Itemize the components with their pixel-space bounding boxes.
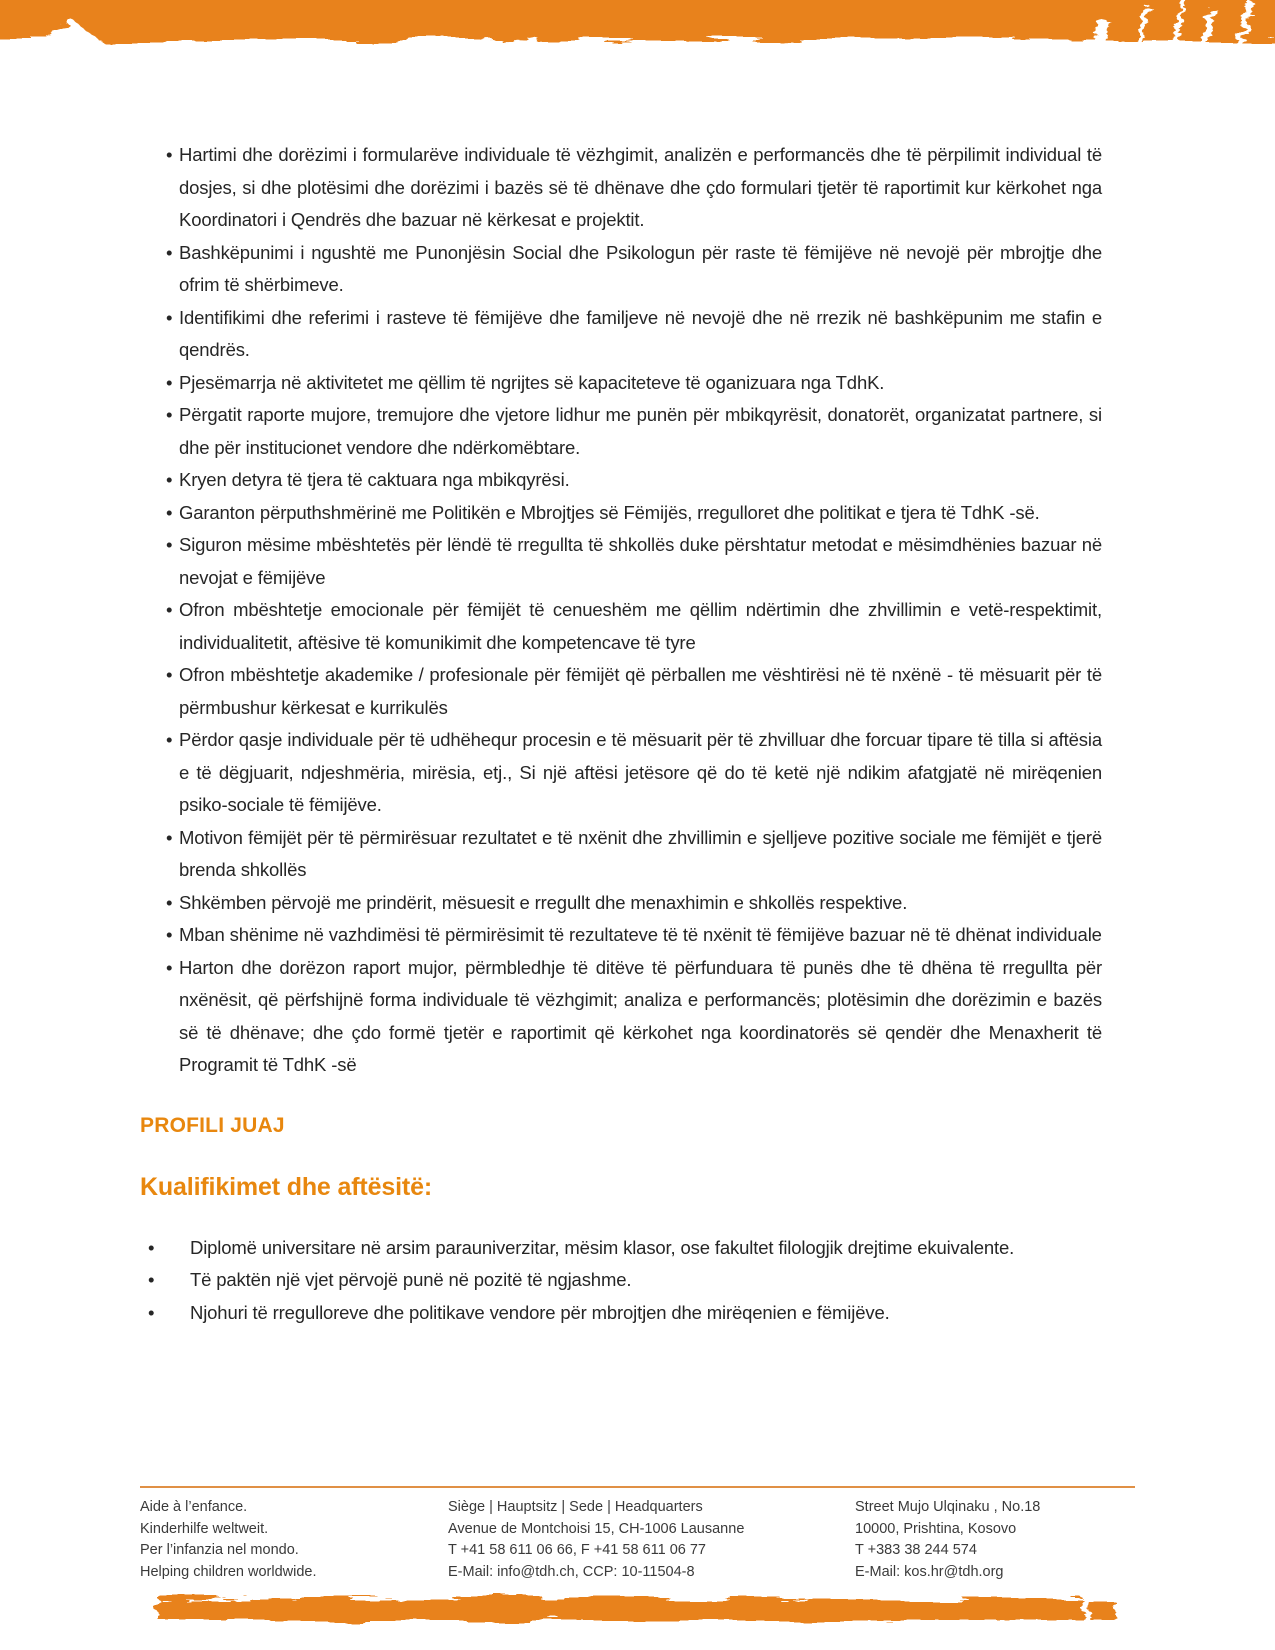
- footer-line: Avenue de Montchoisi 15, CH-1006 Lausanne: [448, 1520, 745, 1537]
- bullet-icon: •: [166, 664, 173, 685]
- list-item: [140, 659, 1102, 724]
- list-item: [140, 367, 1102, 400]
- list-item-text: Garanton përputhshmërinë me Politikën e Mbrojtjes së Fëmijës, rregulloret dhe politikat e tjera të TdhK -së.: [179, 501, 1040, 523]
- list-item-text: Njohuri të rregulloreve dhe politikave vendore për mbrojtjen dhe mirëqenien e fëmijëve.: [190, 1301, 890, 1323]
- bullet-icon: •: [148, 1301, 155, 1323]
- bullet-icon: •: [166, 956, 173, 978]
- bullet-icon: •: [148, 1236, 155, 1258]
- list-item: [140, 1264, 1102, 1297]
- brush-stroke-banner-bottom: [0, 1586, 1275, 1638]
- brush-stroke-banner-top: [0, 0, 1275, 62]
- list-item-text: Identifikimi dhe referimi i rasteve të fëmijëve dhe familjeve në nevojë dhe në rrezik në bashkëpunim me stafin e qendrës.: [179, 306, 1102, 360]
- list-item-text: Përgatit raporte mujore, tremujore dhe vjetore lidhur me punën për mbikqyrësit, donatorët, organizatat partnere, si dhe për institucionet vendore dhe ndërkomëbtare.: [179, 404, 1102, 458]
- bullet-icon: •: [166, 306, 173, 328]
- list-item-text: Përdor qasje individuale për të udhëhequr procesin e të mësuarit për të zhvilluar dhe forcuar tipare të tilla si aftësia e të dëgjuarit, ndjeshmëria, mirësia, etj., Si një aftësi jetësore që do të ketë një ndikim afatgjatë në mirëqenien psiko-sociale të fëmijëve.: [179, 729, 1102, 815]
- list-item: [140, 822, 1102, 887]
- list-item-text: Siguron mësime mbështetës për lëndë të rregullta të shkollës duke përshtatur metodat e mësimdhënies bazuar në nevojat e fëmijëve: [179, 534, 1102, 588]
- list-item-text: Mban shënime në vazhdimësi të përmirësimit të rezultateve të të nxënit të fëmijëve bazuar në të dhënat individuale: [179, 924, 1102, 945]
- list-item-text: Ofron mbështetje emocionale për fëmijët të cenueshëm me qëllim ndërtimin dhe zhvillimin e vetë-respektimit, individualitetit, aftësive të komunikimit dhe kompetencave të tyre: [179, 599, 1102, 653]
- list-item-text: Harton dhe dorëzon raport mujor, përmbledhje të ditëve të përfunduara të punës dhe të dhëna të rregullta për nxënësit, që përfshijnë forma individuale të vëzhgimit; analiza e performancës; plotësimin dhe dorëzimin e bazës së të dhënave; dhe çdo formë tjetër e raportimit që kërkohet nga koordinatorës së qendër dhe Menaxherit të Programit të TdhK -së: [179, 956, 1102, 1075]
- list-item: [140, 887, 1102, 920]
- bullet-icon: •: [166, 404, 173, 425]
- list-item: [140, 1297, 1102, 1330]
- list-item: [140, 139, 1102, 237]
- footer-line: 10000, Prishtina, Kosovo: [855, 1520, 1017, 1537]
- list-item: [140, 497, 1102, 530]
- footer-line: E-Mail: kos.hr@tdh.org: [855, 1563, 1004, 1580]
- list-item-text: Ofron mbështetje akademike / profesionale për fëmijët që përballen me vështirësi në të nxënë - të mësuarit për të përmbushur kërkesat e kurrikulës: [179, 664, 1102, 718]
- list-item-text: Hartimi dhe dorëzimi i formularëve individuale të vëzhgimit, analizën e performancës dhe të përpilimit individual të dosjes, si dhe plotësimi dhe dorëzimi i bazës së të dhënave dhe çdo formulari tjetër të raportimit kur kërkohet nga Koordinatori i Qendrës dhe bazuar në kërkesat e projektit.: [179, 144, 1102, 230]
- list-item-text: Të paktën një vjet përvojë punë në pozitë të ngjashme.: [190, 1269, 632, 1290]
- footer-line: Helping children worldwide.: [140, 1563, 317, 1580]
- footer-line: Aide à l’enfance.: [140, 1499, 248, 1515]
- footer-line: Per l’infanzia nel mondo.: [140, 1542, 299, 1558]
- list-item: [140, 1232, 1102, 1265]
- list-item-text: Pjesëmarrja në aktivitetet me qëllim të ngrijtes së kapaciteteve të oganizuara nga TdhK.: [179, 371, 885, 393]
- footer-line: E-Mail: info@tdh.ch, CCP: 10-11504-8: [448, 1563, 695, 1580]
- list-item: [140, 529, 1102, 594]
- bullet-icon: •: [166, 469, 173, 490]
- footer-line: Siège | Hauptsitz | Sede | Headquarters: [448, 1499, 703, 1515]
- page-footer: [140, 1486, 1135, 1583]
- list-item: [140, 464, 1102, 497]
- responsibilities-list: [140, 139, 1102, 1082]
- list-item-text: Bashkëpunimi i ngushtë me Punonjësin Social dhe Psikologun për raste të fëmijëve në nevojë për mbrojtje dhe ofrim të shërbimeve.: [179, 241, 1102, 295]
- footer-brand-column: [140, 1497, 448, 1583]
- bullet-icon: •: [166, 826, 173, 848]
- qualifications-heading: Kualifikimet dhe aftësitë:: [140, 1173, 432, 1201]
- list-item: [140, 724, 1102, 822]
- footer-kosovo-office-column: [855, 1497, 1135, 1583]
- bullet-icon: •: [166, 534, 173, 555]
- list-item: [140, 594, 1102, 659]
- footer-line: T +41 58 611 06 66, F +41 58 611 06 77: [448, 1542, 706, 1558]
- list-item-text: Diplomë universitare në arsim parauniverzitar, mësim klasor, ose fakultet filologjik drejtime ekuivalente.: [190, 1236, 1015, 1258]
- bullet-icon: •: [166, 599, 173, 620]
- bullet-icon: •: [166, 241, 173, 263]
- footer-line: Kinderhilfe weltweit.: [140, 1520, 269, 1537]
- bullet-icon: •: [166, 501, 173, 523]
- list-item: [140, 237, 1102, 302]
- footer-divider: [140, 1486, 1135, 1488]
- bullet-icon: •: [166, 144, 173, 165]
- profile-section-heading: PROFILI JUAJ: [140, 1113, 285, 1137]
- bullet-icon: •: [166, 371, 173, 393]
- footer-headquarters-column: [448, 1497, 855, 1583]
- list-item: [140, 952, 1102, 1082]
- footer-line: T +383 38 244 574: [855, 1542, 977, 1558]
- list-item-text: Shkëmben përvojë me prindërit, mësuesit e rregullt dhe menaxhimin e shkollës respektive.: [179, 891, 908, 913]
- bullet-icon: •: [148, 1269, 155, 1290]
- list-item-text: Kryen detyra të tjera të caktuara nga mbikqyrësi.: [179, 469, 570, 490]
- qualifications-list: [140, 1232, 1102, 1330]
- list-item-text: Motivon fëmijët për të përmirësuar rezultatet e të nxënit dhe zhvillimin e sjelljeve pozitive sociale me fëmijët e tjerë brenda shkollës: [179, 826, 1102, 880]
- list-item: [140, 399, 1102, 464]
- list-item: [140, 302, 1102, 367]
- bullet-icon: •: [166, 924, 173, 945]
- document-body: [140, 139, 1102, 1329]
- footer-line: Street Mujo Ulqinaku , No.18: [855, 1499, 1041, 1515]
- list-item: [140, 919, 1102, 952]
- bullet-icon: •: [166, 729, 173, 750]
- bullet-icon: •: [166, 891, 173, 913]
